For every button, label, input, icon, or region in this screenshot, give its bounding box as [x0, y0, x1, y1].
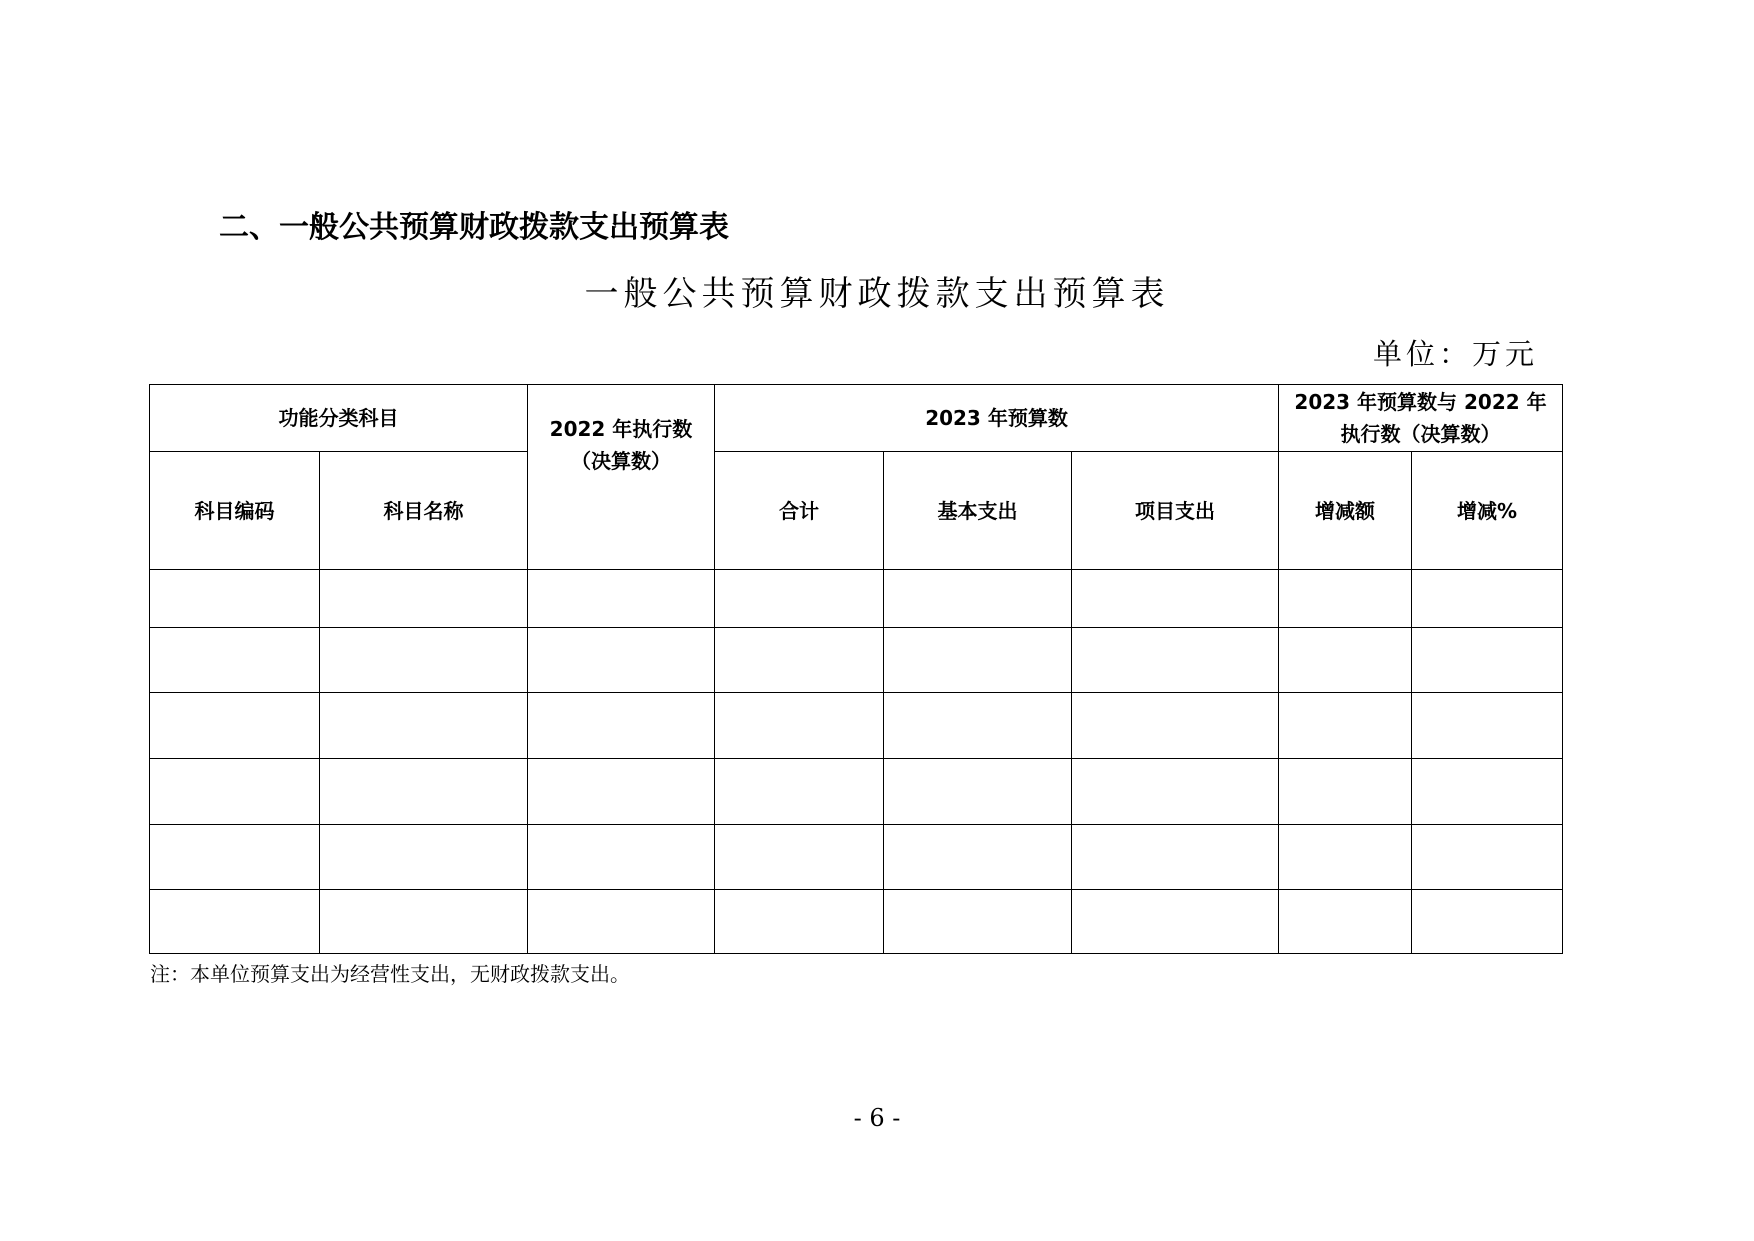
table-cell — [320, 825, 528, 890]
table-cell — [1072, 890, 1279, 954]
table-cell — [884, 628, 1072, 693]
table-cell — [150, 759, 320, 825]
table-row — [150, 693, 1563, 759]
table-note: 注：本单位预算支出为经营性支出，无财政拨款支出。 — [150, 962, 630, 986]
unit-label: 单位：万元 — [1372, 337, 1538, 371]
table-cell — [528, 825, 715, 890]
header-project-expenditure: 项目支出 — [1072, 452, 1279, 570]
table-cell — [715, 570, 884, 628]
header-change-percent: 增减% — [1412, 452, 1563, 570]
table-cell — [1279, 628, 1412, 693]
table-row — [150, 759, 1563, 825]
table-cell — [1072, 759, 1279, 825]
table-cell — [528, 890, 715, 954]
table-cell — [715, 693, 884, 759]
table-cell — [528, 759, 715, 825]
table-row — [150, 825, 1563, 890]
table-cell — [884, 825, 1072, 890]
table-cell — [715, 628, 884, 693]
table-cell — [1279, 693, 1412, 759]
table-row — [150, 570, 1563, 628]
table-cell — [320, 693, 528, 759]
table-cell — [150, 693, 320, 759]
table-cell — [1072, 825, 1279, 890]
table-cell — [884, 890, 1072, 954]
header-2023-budget: 2023 年预算数 — [715, 385, 1279, 452]
header-functional-classification: 功能分类科目 — [150, 385, 528, 452]
header-subject-code: 科目编码 — [150, 452, 320, 570]
table-row — [150, 890, 1563, 954]
table-cell — [1072, 570, 1279, 628]
table-cell — [320, 890, 528, 954]
table-cell — [528, 693, 715, 759]
table-title: 一般公共预算财政拨款支出预算表 — [584, 274, 1170, 314]
table-cell — [1279, 570, 1412, 628]
table-cell — [1072, 628, 1279, 693]
table-cell — [320, 759, 528, 825]
table-cell — [320, 628, 528, 693]
table-row — [150, 628, 1563, 693]
table-cell — [1072, 693, 1279, 759]
header-total: 合计 — [715, 452, 884, 570]
header-basic-expenditure: 基本支出 — [884, 452, 1072, 570]
table-cell — [1279, 759, 1412, 825]
header-subject-name: 科目名称 — [320, 452, 528, 570]
table-cell — [1412, 570, 1563, 628]
table-cell — [1412, 825, 1563, 890]
section-heading: 二、一般公共预算财政拨款支出预算表 — [219, 210, 729, 245]
table-cell — [715, 759, 884, 825]
table-cell — [884, 693, 1072, 759]
table-cell — [884, 570, 1072, 628]
table-cell — [1412, 890, 1563, 954]
header-row-2 — [150, 452, 1563, 570]
table-cell — [715, 825, 884, 890]
table-cell — [320, 570, 528, 628]
table-cell — [150, 570, 320, 628]
table-cell — [528, 570, 715, 628]
table-cell — [715, 890, 884, 954]
header-2022-execution: 2022 年执行数（决算数） — [528, 385, 715, 570]
table-cell — [150, 890, 320, 954]
table-cell — [150, 628, 320, 693]
page-number: - 6 - — [853, 1104, 901, 1132]
table-cell — [1412, 693, 1563, 759]
table-cell — [884, 759, 1072, 825]
header-comparison: 2023 年预算数与 2022 年执行数（决算数） — [1279, 385, 1563, 452]
table-cell — [1412, 628, 1563, 693]
table-cell — [528, 628, 715, 693]
budget-table — [149, 384, 1563, 954]
table-cell — [1279, 890, 1412, 954]
table-cell — [1412, 759, 1563, 825]
header-row-1 — [150, 385, 1563, 452]
table-cell — [150, 825, 320, 890]
header-change-amount: 增减额 — [1279, 452, 1412, 570]
table-cell — [1279, 825, 1412, 890]
